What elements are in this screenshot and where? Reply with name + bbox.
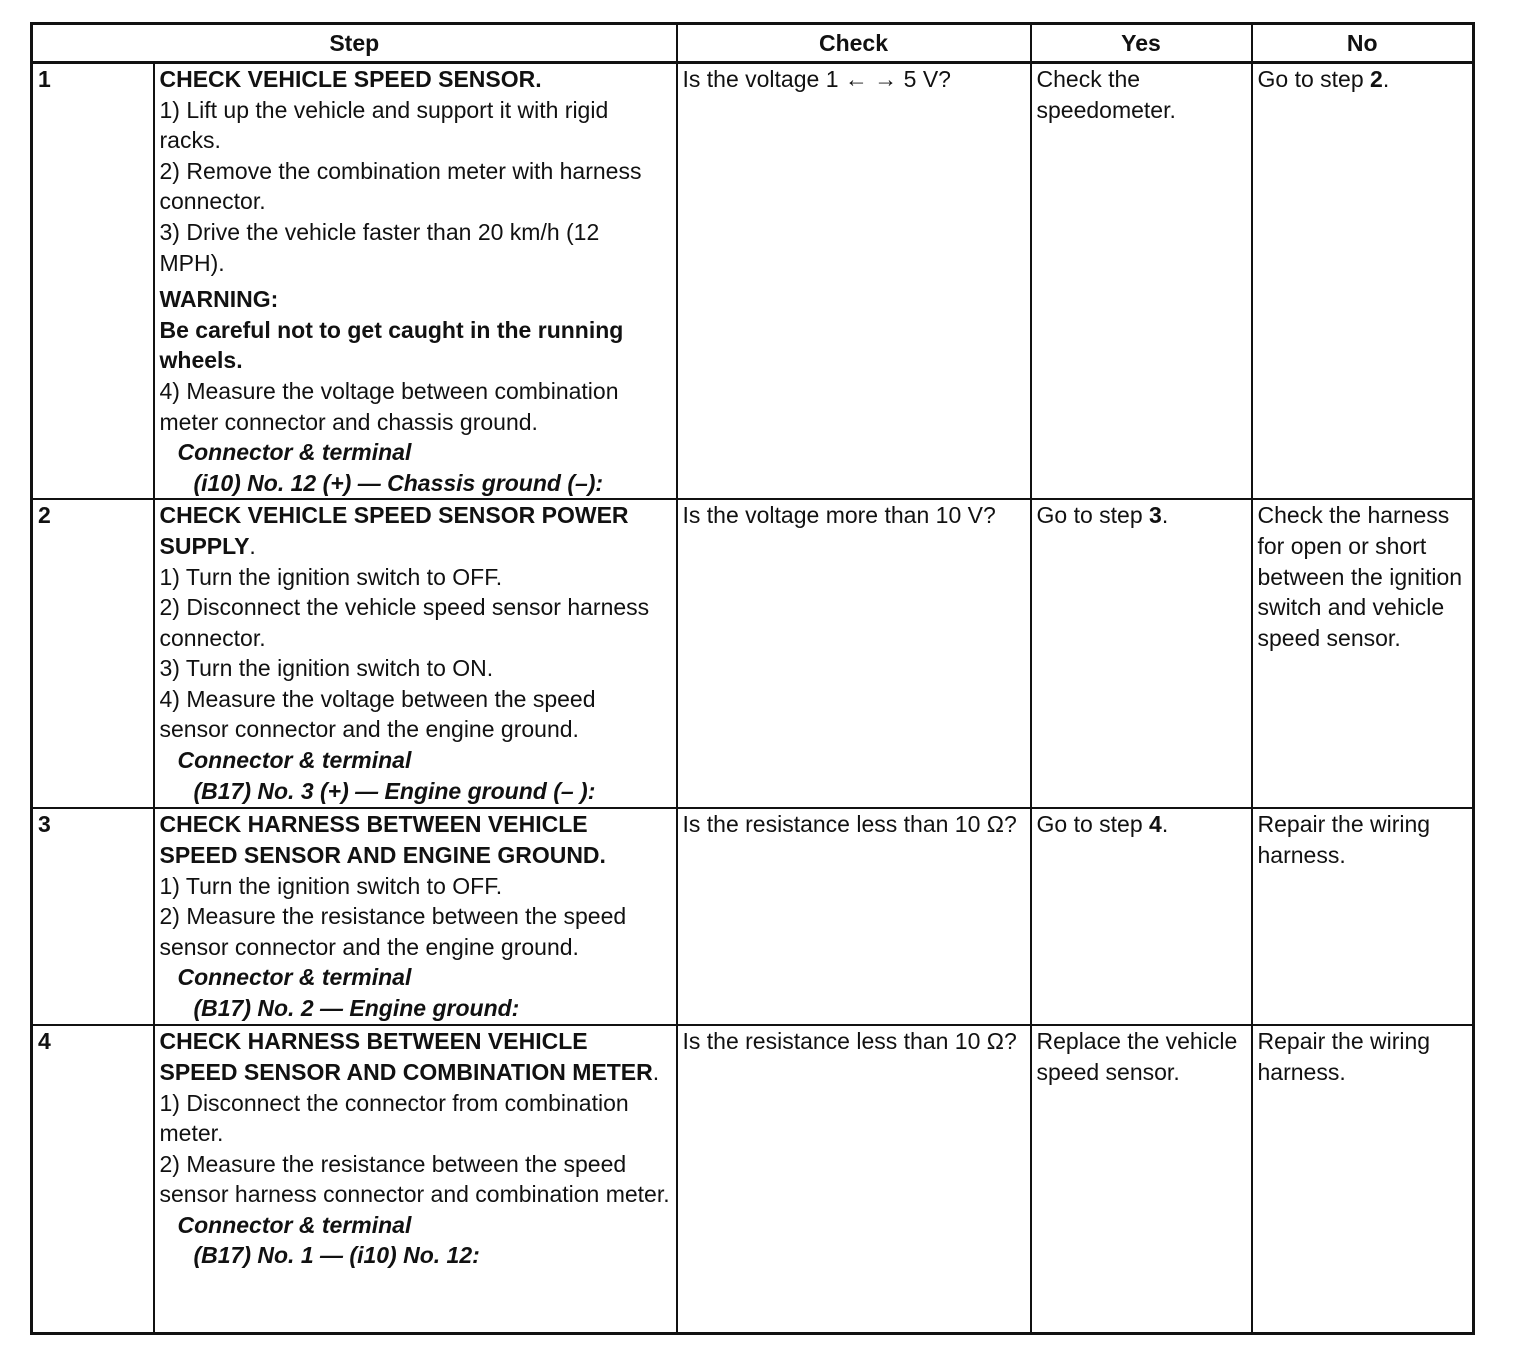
no-cell: Repair the wiring harness. — [1252, 1025, 1474, 1333]
step-instruction: 4) Measure the voltage between the speed sensor connector and the engine ground. — [159, 685, 596, 743]
header-step: Step — [32, 24, 677, 63]
connector-label: Connector & terminal — [177, 439, 412, 466]
step-description — [154, 808, 677, 1025]
diagnostic-table — [30, 22, 1475, 1335]
no-text: Go to step — [1257, 66, 1371, 92]
step-ref: 4 — [1149, 811, 1162, 838]
no-cell — [1252, 63, 1474, 500]
check-cell: Is the voltage more than 10 V? — [677, 499, 1031, 808]
step-ref: 3 — [1149, 502, 1162, 529]
connector-label: Connector & terminal — [177, 964, 412, 991]
connector-label: Connector & terminal — [177, 1211, 412, 1238]
step-title-line — [160, 1026, 671, 1087]
step-instruction: 1) Disconnect the connector from combination meter. — [159, 1089, 629, 1147]
step-description — [154, 499, 677, 808]
yes-cell — [1031, 499, 1252, 808]
no-cell: Check the harness for open or short between the ignition switch and vehicle speed sensor. — [1252, 499, 1474, 808]
step-instruction: 3) Drive the vehicle faster than 20 km/h (12 MPH). — [159, 218, 600, 276]
header-yes: Yes — [1031, 24, 1252, 63]
yes-text-end: . — [1161, 502, 1169, 529]
step-title: CHECK VEHICLE SPEED SENSOR. — [159, 66, 542, 92]
step-number: 2 — [32, 499, 154, 808]
step-number: 1 — [32, 63, 154, 500]
step-description — [154, 1025, 677, 1333]
header-check: Check — [677, 24, 1031, 63]
yes-cell — [1031, 808, 1252, 1025]
terminal-spec: (B17) No. 1 — (i10) No. 12: — [193, 1242, 480, 1269]
no-cell: Repair the wiring harness. — [1252, 808, 1474, 1025]
step-instruction: 1) Lift up the vehicle and support it with rigid racks. — [159, 96, 609, 154]
step-instruction: 2) Measure the resistance between the speed sensor harness connector and combination meter. — [159, 1150, 670, 1208]
yes-text: Go to step — [1036, 502, 1150, 529]
step-number: 4 — [32, 1025, 154, 1333]
header-no: No — [1252, 24, 1474, 63]
no-text-end: . — [1382, 66, 1390, 92]
check-cell: Is the resistance less than 10 Ω? — [677, 1025, 1031, 1333]
yes-text: Go to step — [1036, 811, 1150, 838]
yes-cell: Replace the vehicle speed sensor. — [1031, 1025, 1252, 1333]
yes-cell: Check the speedometer. — [1031, 63, 1252, 500]
check-cell: Is the voltage 1 ← → 5 V? — [677, 63, 1031, 500]
table-row — [32, 63, 1474, 500]
step-instruction: 2) Measure the resistance between the speed sensor connector and the engine ground. — [159, 903, 627, 960]
step-instruction: 2) Remove the combination meter with harness connector. — [159, 157, 642, 215]
warning-text: Be careful not to get caught in the running wheels. — [159, 316, 624, 374]
terminal-spec: (i10) No. 12 (+) — Chassis ground (–): — [193, 469, 604, 496]
step-instruction: 2) Disconnect the vehicle speed sensor harness connector. — [159, 594, 650, 651]
step-title: CHECK HARNESS BETWEEN VEHICLE SPEED SENSOR AND COMBINATION METER — [159, 1028, 653, 1085]
table-row — [32, 1025, 1474, 1333]
terminal-spec: (B17) No. 3 (+) — Engine ground (– ): — [193, 777, 596, 804]
step-title-end: . — [249, 532, 256, 559]
step-title-line — [160, 500, 671, 561]
warning-label: WARNING: — [159, 286, 279, 313]
step-title-end: . — [652, 1058, 660, 1085]
step-title: CHECK HARNESS BETWEEN VEHICLE SPEED SENSOR AND ENGINE GROUND. — [159, 811, 606, 868]
step-instruction: 4) Measure the voltage between combination meter connector and chassis ground. — [159, 377, 619, 435]
table-row — [32, 808, 1474, 1025]
yes-text-end: . — [1161, 811, 1169, 838]
step-instruction: 3) Turn the ignition switch to ON. — [159, 655, 494, 682]
header-row — [32, 24, 1474, 63]
connector-label: Connector & terminal — [177, 747, 412, 774]
step-instruction: 1) Turn the ignition switch to OFF. — [159, 872, 503, 899]
terminal-spec: (B17) No. 2 — Engine ground: — [193, 994, 520, 1021]
step-ref: 2 — [1370, 66, 1383, 92]
step-title: CHECK VEHICLE SPEED SENSOR POWER SUPPLY — [159, 502, 629, 559]
step-description — [154, 63, 677, 500]
table-row — [32, 499, 1474, 808]
step-number: 3 — [32, 808, 154, 1025]
check-cell: Is the resistance less than 10 Ω? — [677, 808, 1031, 1025]
step-instruction: 1) Turn the ignition switch to OFF. — [159, 563, 503, 590]
